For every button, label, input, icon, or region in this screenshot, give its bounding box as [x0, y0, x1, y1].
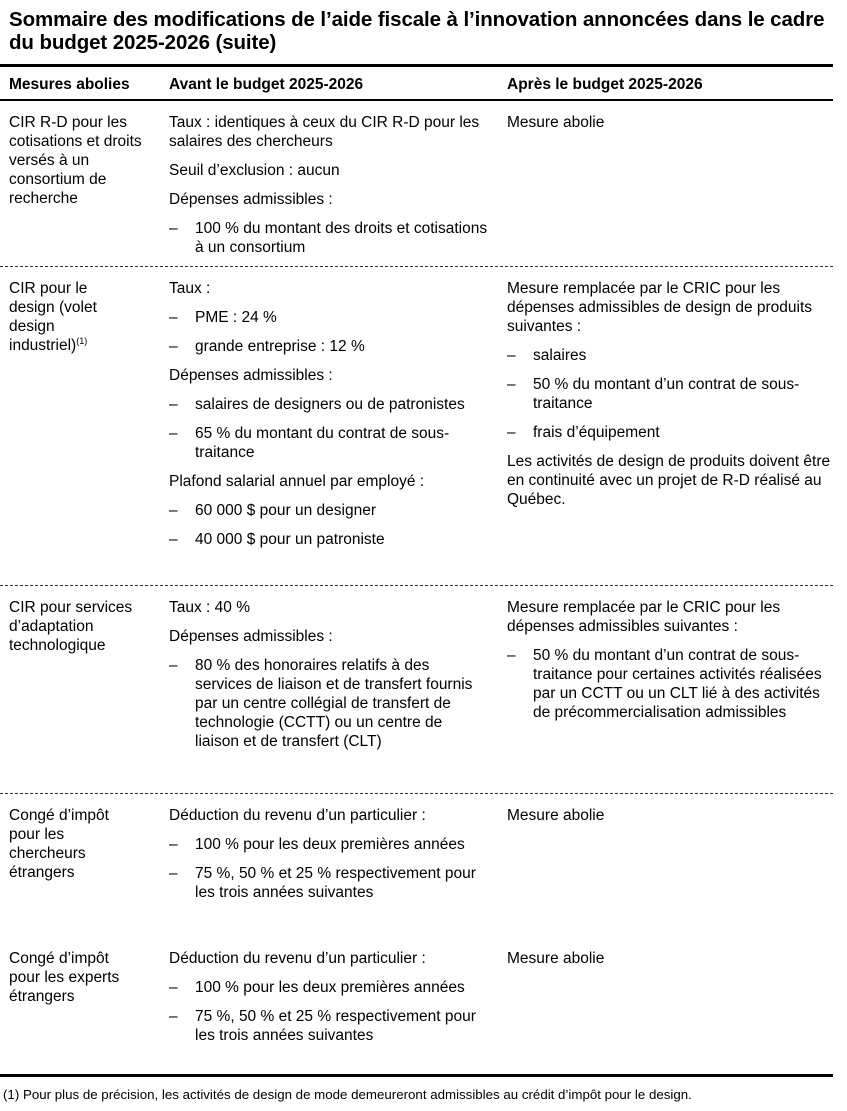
header-avant-budget: Avant le budget 2025-2026	[169, 76, 364, 93]
measure-name	[9, 113, 154, 208]
dash-bullet: –	[169, 396, 178, 413]
before-budget-cell	[169, 949, 489, 1055]
table-row	[0, 101, 833, 267]
paragraph: Plafond salarial annuel par employé :	[169, 473, 425, 490]
paragraph: Déduction du revenu d’un particulier :	[169, 807, 426, 824]
paragraph: Mesure abolie	[507, 807, 605, 824]
dash-bullet: –	[169, 338, 178, 355]
list-item	[169, 978, 489, 997]
paragraph: Dépenses admissibles :	[169, 628, 333, 645]
dash-bullet: –	[169, 657, 178, 674]
list-item-text: 100 % pour les deux premières années	[195, 836, 465, 853]
list-item	[507, 646, 832, 722]
dash-bullet: –	[169, 979, 178, 996]
list-item	[169, 501, 489, 520]
list-item	[169, 395, 489, 414]
paragraph: Taux : 40 %	[169, 599, 250, 616]
dash-bullet: –	[169, 309, 178, 326]
list-item	[169, 864, 489, 902]
dash-bullet: –	[507, 347, 516, 364]
table-row	[0, 794, 833, 937]
paragraph: Dépenses admissibles :	[169, 191, 333, 208]
list-item-text: frais d’équipement	[533, 424, 660, 441]
dash-bullet: –	[169, 220, 178, 237]
before-budget-cell	[169, 113, 489, 267]
after-budget-cell	[507, 598, 832, 732]
dash-bullet: –	[169, 836, 178, 853]
list-item	[169, 1007, 489, 1045]
list-item-text: salaires	[533, 347, 587, 364]
before-budget-cell	[169, 279, 489, 559]
after-budget-cell	[507, 949, 832, 978]
paragraph: Taux :	[169, 280, 211, 297]
list-item	[169, 835, 489, 854]
dash-bullet: –	[507, 647, 516, 664]
after-budget-cell	[507, 279, 832, 519]
list-item-text: 75 %, 50 % et 25 % respectivement pour les trois années suivantes	[195, 1008, 476, 1044]
list-item-text: 100 % pour les deux premières années	[195, 979, 465, 996]
measure-name-text: CIR R-D pour les cotisations et droits versés à un consortium de recherche	[9, 114, 142, 207]
paragraph: Mesure remplacée par le CRIC pour les dépenses admissibles de design de produits suivantes :	[507, 280, 813, 335]
before-budget-cell	[169, 598, 489, 761]
before-budget-cell	[169, 806, 489, 912]
dash-bullet: –	[169, 531, 178, 548]
document-title: Sommaire des modifications de l’aide fiscale à l’innovation annoncées dans le cadre du budget 2025-2026 (suite)	[9, 8, 825, 54]
paragraph: Seuil d’exclusion : aucun	[169, 162, 340, 179]
footnote-marker: (1)	[76, 335, 88, 346]
measure-name	[9, 279, 119, 355]
list-item-text: 40 000 $ pour un patroniste	[195, 531, 385, 548]
table-header	[0, 67, 833, 101]
list-item-text: 50 % du montant d’un contrat de sous-traitance pour certaines activités réalisées par un CCTT ou un CLT lié à des activités de précommercialisation admissibles	[533, 647, 822, 721]
list-item	[507, 375, 832, 413]
list-item	[169, 656, 489, 751]
dash-bullet: –	[169, 425, 178, 442]
dash-bullet: –	[169, 502, 178, 519]
list-item	[169, 337, 489, 356]
summary-table	[0, 64, 833, 1077]
dash-bullet: –	[169, 865, 178, 882]
measure-name-text: CIR pour services d’adaptation technologique	[9, 599, 133, 654]
paragraph: Mesure abolie	[507, 950, 605, 967]
list-item-text: PME : 24 %	[195, 309, 277, 326]
measure-name-text: CIR pour le design (volet design industriel)	[9, 280, 97, 354]
dash-bullet: –	[507, 376, 516, 393]
list-item	[169, 424, 489, 462]
list-item	[507, 423, 832, 442]
paragraph: Taux : identiques à ceux du CIR R-D pour les salaires des chercheurs	[169, 114, 480, 150]
after-budget-cell	[507, 806, 832, 835]
list-item-text: 100 % du montant des droits et cotisations à un consortium	[195, 220, 488, 256]
paragraph: Mesure remplacée par le CRIC pour les dépenses admissibles suivantes :	[507, 599, 781, 635]
table-row	[0, 586, 833, 794]
header-apres-budget: Après le budget 2025-2026	[507, 76, 703, 93]
paragraph: Les activités de design de produits doivent être en continuité avec un projet de R-D réalisé au Québec.	[507, 453, 831, 508]
list-item	[169, 219, 489, 257]
paragraph: Mesure abolie	[507, 114, 605, 131]
dash-bullet: –	[169, 1008, 178, 1025]
table-row	[0, 267, 833, 586]
after-budget-cell	[507, 113, 832, 142]
dash-bullet: –	[507, 424, 516, 441]
table-row	[0, 937, 833, 1077]
header-mesures-abolies: Mesures abolies	[9, 76, 130, 93]
list-item-text: 65 % du montant du contrat de sous-traitance	[195, 425, 450, 461]
measure-name-text: Congé d’impôt pour les experts étrangers	[9, 950, 120, 1005]
footnote: (1) Pour plus de précision, les activités de design de mode demeureront admissibles au crédit d’impôt pour le design.	[3, 1087, 692, 1102]
list-item-text: 80 % des honoraires relatifs à des services de liaison et de transfert fournis par un centre collégial de transfert de technologie (CCTT) ou un centre de liaison et de transfert (CLT)	[195, 657, 473, 750]
paragraph: Déduction du revenu d’un particulier :	[169, 950, 426, 967]
list-item-text: 60 000 $ pour un designer	[195, 502, 376, 519]
list-item	[169, 308, 489, 327]
measure-name	[9, 598, 159, 655]
list-item-text: salaires de designers ou de patronistes	[195, 396, 465, 413]
measure-name-text: Congé d’impôt pour les chercheurs étrangers	[9, 807, 109, 881]
list-item	[169, 530, 489, 549]
list-item-text: 75 %, 50 % et 25 % respectivement pour les trois années suivantes	[195, 865, 476, 901]
measure-name	[9, 949, 139, 1006]
measure-name	[9, 806, 139, 882]
list-item	[507, 346, 832, 365]
table-bottom-rule	[0, 1074, 833, 1077]
list-item-text: grande entreprise : 12 %	[195, 338, 365, 355]
paragraph: Dépenses admissibles :	[169, 367, 333, 384]
list-item-text: 50 % du montant d’un contrat de sous-traitance	[533, 376, 800, 412]
